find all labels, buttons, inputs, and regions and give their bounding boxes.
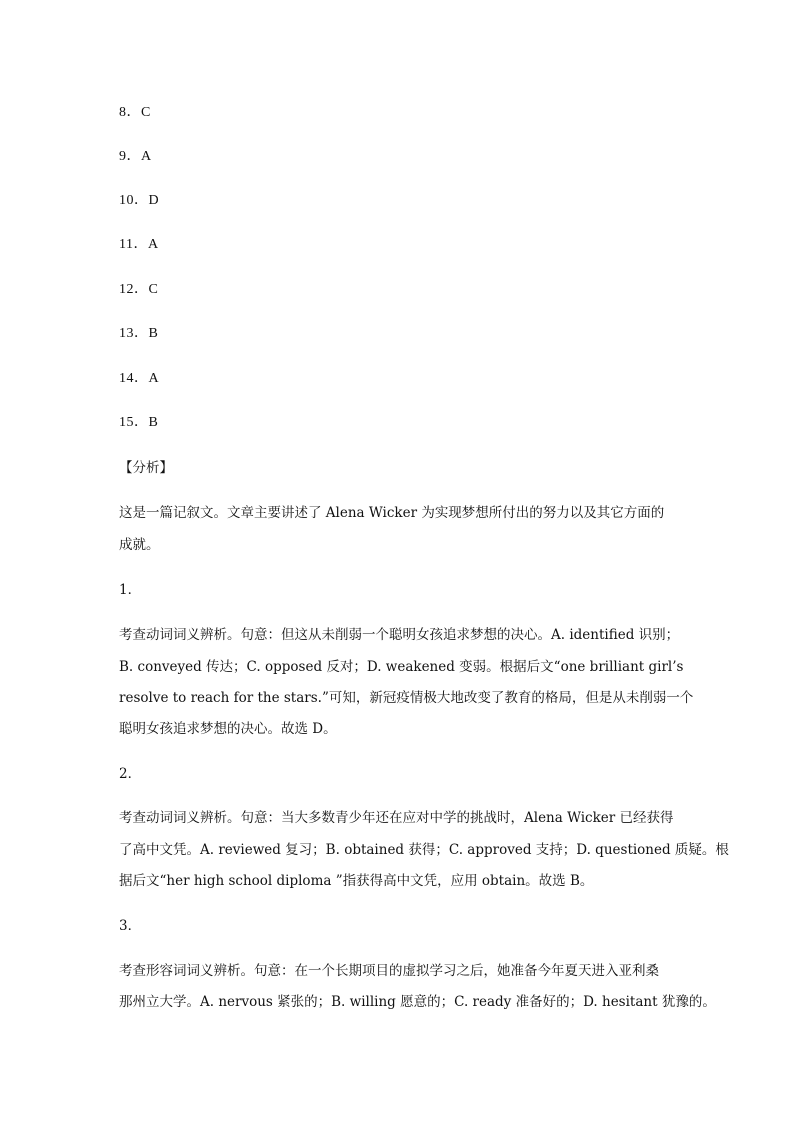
item-3-line-2: 那州立大学。A. nervous 紧张的；B. willing 愿意的；C. ready 准备好的；D. hesitant 犹豫的。 xyxy=(119,994,716,1010)
intro-line-1: 这是一篇记叙文。文章主要讲述了 Alena Wicker 为实现梦想所付出的努力以及其它方面的 xyxy=(119,505,665,521)
answer-8: 8．C xyxy=(119,105,151,120)
answer-13: 13．B xyxy=(119,326,159,341)
answer-10: 10．D xyxy=(119,193,160,208)
item-2-number: 2． xyxy=(119,766,142,782)
item-3-line-1: 考查形容词词义辨析。句意：在一个长期项目的虚拟学习之后，她准备今年夏天进入亚利桑 xyxy=(119,963,659,979)
answer-11: 11．A xyxy=(119,237,159,252)
item-3-number: 3． xyxy=(119,918,142,934)
item-2-line-1: 考查动词词义辨析。句意：当大多数青少年还在应对中学的挑战时，Alena Wicker 已经获得 xyxy=(119,810,674,826)
answer-9: 9．A xyxy=(119,149,152,164)
item-2-line-3: 据后文“her high school diploma ”指获得高中文凭，应用 obtain。故选 B。 xyxy=(119,873,594,889)
answer-12: 12．C xyxy=(119,282,159,297)
item-1-line-3: resolve to reach for the stars.”可知，新冠疫情极大地改变了教育的格局，但是从未削弱一个 xyxy=(119,690,694,706)
answer-15: 15．B xyxy=(119,415,159,430)
item-1-line-4: 聪明女孩追求梦想的决心。故选 D。 xyxy=(119,721,337,737)
analysis-heading: 【分析】 xyxy=(119,460,173,476)
item-1-number: 1． xyxy=(119,582,142,598)
intro-line-2: 成就。 xyxy=(119,537,160,553)
answer-14: 14．A xyxy=(119,371,160,386)
item-1-line-2: B. conveyed 传达；C. opposed 反对；D. weakened 变弱。根据后文“one brilliant girl’s xyxy=(119,659,684,675)
item-1-line-1: 考查动词词义辨析。句意：但这从未削弱一个聪明女孩追求梦想的决心。A. identified 识别； xyxy=(119,627,680,643)
item-2-line-2: 了高中文凭。A. reviewed 复习；B. obtained 获得；C. approved 支持；D. questioned 质疑。根 xyxy=(119,842,729,858)
